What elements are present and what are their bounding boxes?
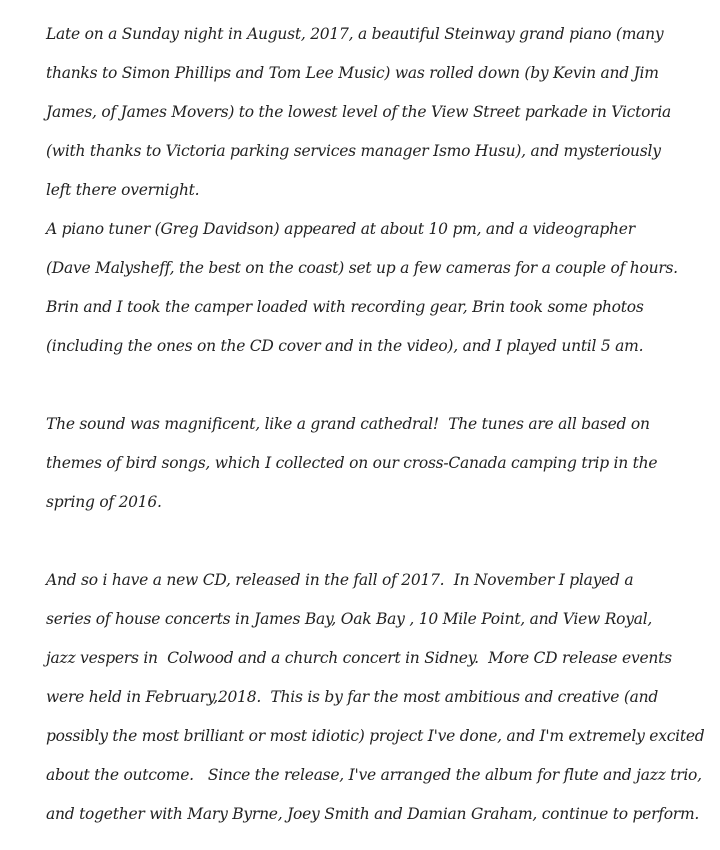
text-line: And so i have a new CD, released in the fall of 2017. In November I played a (46, 571, 634, 589)
text-line: (with thanks to Victoria parking services manager Ismo Husu), and mysteriously (46, 142, 661, 160)
paragraph-2 (46, 210, 702, 366)
text-line: Brin and I took the camper loaded with recording gear, Brin took some photos (46, 298, 644, 316)
text-line: (Dave Malysheff, the best on the coast) set up a few cameras for a couple of hours. (46, 259, 678, 277)
text-line: spring of 2016. (46, 493, 162, 511)
text-line: series of house concerts in James Bay, Oak Bay , 10 Mile Point, and View Royal, (46, 610, 653, 628)
text-line: Late on a Sunday night in August, 2017, a beautiful Steinway grand piano (many (46, 25, 664, 43)
text-line: possibly the most brilliant or most idiotic) project I've done, and I'm extremely excited (46, 727, 705, 745)
text-line: themes of bird songs, which I collected on our cross-Canada camping trip in the (46, 454, 658, 472)
text-line: thanks to Simon Phillips and Tom Lee Music) was rolled down (by Kevin and Jim (46, 64, 659, 82)
text-line: (including the ones on the CD cover and in the video), and I played until 5 am. (46, 337, 644, 355)
text-line: left there overnight. (46, 181, 200, 199)
paragraph-3 (46, 405, 702, 522)
text-line: James, of James Movers) to the lowest level of the View Street parkade in Victoria (46, 103, 672, 121)
paragraph-4 (46, 561, 705, 834)
paragraph-1 (46, 15, 702, 210)
text-line: jazz vespers in Colwood and a church concert in Sidney. More CD release events (46, 649, 672, 667)
text-line: and together with Mary Byrne, Joey Smith and Damian Graham, continue to perform. (46, 805, 700, 823)
text-line: were held in February,2018. This is by far the most ambitious and creative (and (46, 688, 659, 706)
text-line: The sound was magnificent, like a grand cathedral! The tunes are all based on (46, 415, 650, 433)
text-line: about the outcome. Since the release, I've arranged the album for flute and jazz trio, (46, 766, 702, 784)
text-line: A piano tuner (Greg Davidson) appeared at about 10 pm, and a videographer (46, 220, 635, 238)
